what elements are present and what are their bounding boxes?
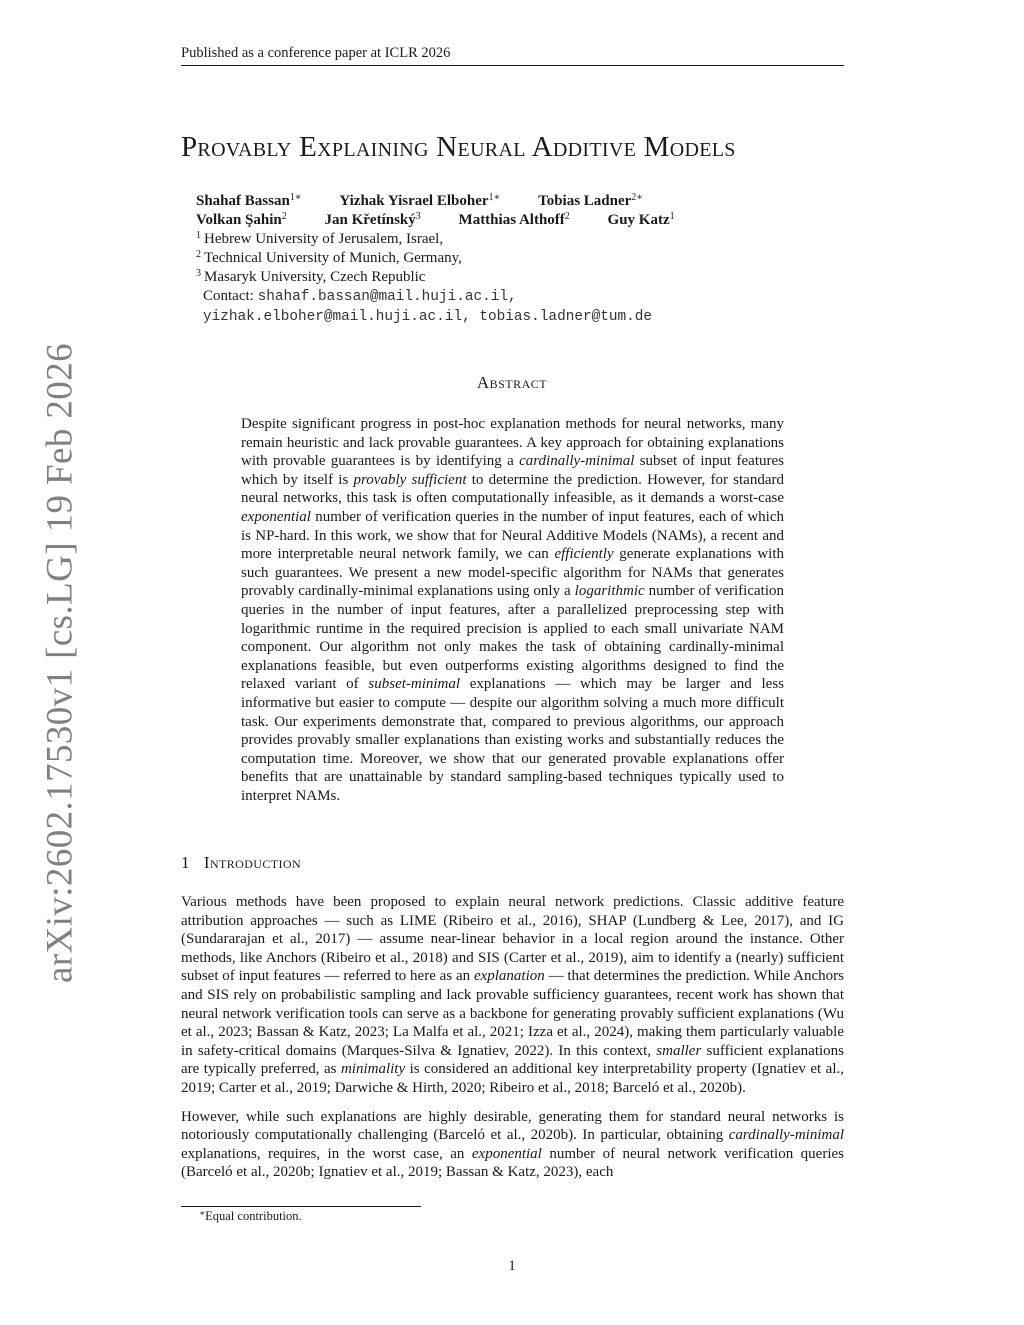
abstract-emphasis: exponential bbox=[241, 508, 311, 525]
paragraph-emphasis: minimality bbox=[340, 1061, 406, 1078]
contact-line-2 bbox=[196, 307, 856, 327]
footnote-rule bbox=[181, 1206, 421, 1207]
author-affiliation-mark: 2 bbox=[564, 211, 570, 222]
contact-line-1 bbox=[196, 287, 856, 307]
paragraph-text: is considered an additional key interpretability property (Ignatiev et al., 2019; Carter et al., 2019; Darwiche & Hirth, 2020; Ribeiro et al., 2018; Barceló et al., 2020b). bbox=[181, 1061, 844, 1096]
abstract-emphasis: subset-minimal bbox=[368, 676, 461, 693]
abstract-text: number of verification queries in the number of input features, after a parallelized preprocessing step with logarithmic runtime in the required precision is applied to each small univariate NAM component. Our algorithm not only makes the task of obtaining cardinally-minimal explanations feasible, but even outperforms existing algorithms designed to find the relaxed variant of bbox=[241, 583, 784, 693]
paragraph-text: sufficient explanations are typically preferred, as bbox=[181, 1042, 844, 1078]
abstract-text: to determine the prediction. However, for standard neural networks, this task is often computationally infeasible, as it demands a worst-case bbox=[241, 471, 784, 507]
affiliation-mark: 3 bbox=[196, 268, 201, 279]
author-affiliation-mark: 1∗ bbox=[289, 192, 302, 203]
paragraph-emphasis: smaller bbox=[656, 1042, 702, 1059]
author-name: Guy Katz bbox=[607, 212, 670, 228]
abstract-text: generate explanations with such guarantees. We present a new model-specific algorithm for NAMs that generates provably cardinally-minimal explanations using only a bbox=[241, 546, 784, 600]
section-number: 1 bbox=[181, 853, 190, 872]
author-name: Jan Křetínský bbox=[324, 212, 416, 228]
author-name: Tobias Ladner bbox=[538, 193, 632, 209]
author-affiliation-mark: 3 bbox=[415, 211, 421, 222]
author bbox=[608, 212, 675, 228]
header-rule bbox=[181, 65, 844, 66]
paragraph-text: However, while such explanations are highly desirable, generating them for standard neural networks is notoriously computationally challenging (Barceló et al., 2020b). In particular, obtaining bbox=[181, 1108, 844, 1144]
section-heading bbox=[181, 853, 844, 873]
introduction-body bbox=[181, 893, 844, 1192]
author-affiliation-mark: 2 bbox=[281, 211, 287, 222]
author-name: Yizhak Yisrael Elboher bbox=[339, 193, 489, 209]
footnote bbox=[199, 1209, 302, 1224]
abstract-text: explanations — which may be larger and less informative but easier to compute — despite our algorithm solving a much more difficult task. Our experiments demonstrate that, compared to previous algorithms, our approach provides provably smaller explanations than existing works and substantially reduces the computation time. Moreover, we show that our generated provable explanations offer benefits that are unattainable by standard sampling-based techniques typically used to interpret NAMs. bbox=[241, 676, 784, 804]
author-affiliation-mark: 2∗ bbox=[631, 192, 644, 203]
abstract-emphasis: provably sufficient bbox=[353, 471, 467, 488]
paragraph-text: Various methods have been proposed to explain neural network predictions. Classic additive feature attribution approaches — such as LIME (Ribeiro et al., 2016), SHAP (Lundberg & Lee, 2017), and IG (Sundararajan et al., 2017) — assume near-linear behavior in a local region around the instance. Other methods, like Anchors (Ribeiro et al., 2018) and SIS (Carter et al., 2019), aim to identify a (nearly) sufficient subset of input features — referred to here as an bbox=[181, 894, 844, 985]
affiliation bbox=[196, 230, 856, 249]
author bbox=[459, 212, 570, 228]
author-row-2 bbox=[196, 211, 856, 230]
abstract-body bbox=[241, 415, 784, 805]
author-name: Volkan Şahin bbox=[196, 212, 282, 228]
paragraph bbox=[181, 1108, 844, 1182]
footnote-mark: ∗ bbox=[199, 1208, 206, 1218]
paragraph-text: number of neural network verification queries (Barceló et al., 2020b; Ignatiev et al., 2019; Bassan & Katz, 2023), each bbox=[181, 1145, 844, 1181]
abstract-emphasis: logarithmic bbox=[574, 583, 645, 600]
abstract-text: number of verification queries in the number of input features, each of which is NP-hard. In this work, we show that for Neural Additive Models (NAMs), a recent and more interpretable neural network family, we can bbox=[241, 508, 784, 563]
abstract-text: subset of input features which by itself is bbox=[241, 453, 784, 488]
paragraph-text: — that determines the prediction. While Anchors and SIS rely on probabilistic sampling and lack provable sufficiency guarantees, recent work has shown that neural network verification tools can serve as a backbone for generating provably sufficient explanations (Wu et al., 2023; Bassan & Katz, 2023; La Malfa et al., 2021; Izza et al., 2024), making them particularly valuable in safety-critical domains (Marques-Silva & Ignatiev, 2022). In this context, bbox=[181, 968, 844, 1059]
author bbox=[196, 193, 302, 209]
abstract-emphasis: cardinally-minimal bbox=[519, 453, 635, 470]
author bbox=[325, 212, 421, 228]
author-name: Matthias Althoff bbox=[458, 212, 565, 228]
paper-title: Provably Explaining Neural Additive Models bbox=[181, 131, 736, 163]
contact-email[interactable]: yizhak.elboher@mail.huji.ac.il, tobias.ladner@tum.de bbox=[203, 309, 653, 325]
affiliation-text: Masaryk University, Czech Republic bbox=[204, 269, 426, 285]
section-title: Introduction bbox=[203, 853, 302, 872]
author-name: Shahaf Bassan bbox=[196, 193, 290, 209]
contact-email[interactable]: shahaf.bassan@mail.huji.ac.il, bbox=[257, 289, 517, 305]
abstract-text: Despite significant progress in post-hoc explanation methods for neural networks, many remain heuristic and lack provable guarantees. A key approach for obtaining explanations with provable guarantees is by identifying a bbox=[241, 416, 784, 470]
contact-label: Contact: bbox=[203, 288, 254, 304]
abstract-emphasis: efficiently bbox=[554, 546, 614, 563]
affiliation-mark: 2 bbox=[196, 249, 201, 260]
paragraph-text: explanations, requires, in the worst case, an bbox=[181, 1145, 472, 1162]
paragraph-emphasis: cardinally-minimal bbox=[728, 1127, 844, 1144]
author-block bbox=[196, 192, 856, 327]
affiliation-text: Hebrew University of Jerusalem, Israel, bbox=[204, 231, 444, 247]
affiliation-text: Technical University of Munich, Germany, bbox=[204, 250, 462, 266]
affiliation bbox=[196, 268, 856, 287]
author bbox=[339, 193, 500, 209]
affiliation-mark: 1 bbox=[196, 230, 201, 241]
affiliation bbox=[196, 249, 856, 268]
author bbox=[196, 212, 287, 228]
author bbox=[538, 193, 643, 209]
author-row-1 bbox=[196, 192, 856, 211]
abstract-heading: Abstract bbox=[476, 373, 548, 392]
author-affiliation-mark: 1 bbox=[669, 211, 675, 222]
paragraph-emphasis: explanation bbox=[473, 968, 545, 985]
paragraph-emphasis: exponential bbox=[471, 1145, 542, 1162]
paragraph bbox=[181, 893, 844, 1098]
page-number: 1 bbox=[508, 1258, 516, 1274]
conference-note: Published as a conference paper at ICLR 2026 bbox=[181, 45, 451, 61]
author-affiliation-mark: 1∗ bbox=[488, 192, 501, 203]
arxiv-identifier: arXiv:2602.17530v1 [cs.LG] 19 Feb 2026 bbox=[39, 342, 81, 984]
footnote-text: Equal contribution. bbox=[205, 1209, 302, 1223]
